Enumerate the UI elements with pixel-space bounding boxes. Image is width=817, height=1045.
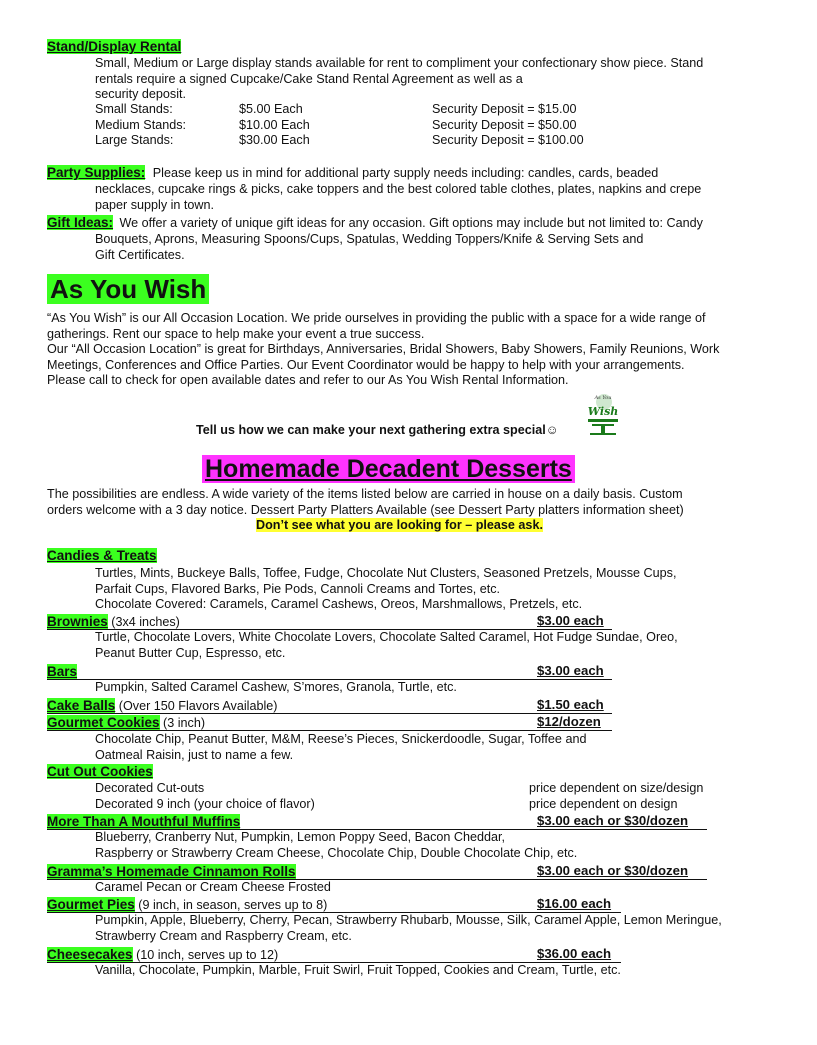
pies-body bbox=[95, 913, 722, 944]
paragraph-line: Please call to check for open available dates and refer to our As You Wish Rental Information. bbox=[47, 373, 569, 387]
stand-price: $30.00 Each bbox=[239, 133, 310, 147]
muffins-title: More Than A Mouthful Muffins bbox=[47, 814, 241, 829]
cutout-name: Decorated Cut-outs bbox=[95, 781, 205, 795]
brownies-note: (3x4 inches) bbox=[107, 615, 180, 629]
bars-title: Bars bbox=[47, 664, 78, 679]
cinnamon-body bbox=[95, 880, 331, 896]
stand-name: Large Stands: bbox=[95, 133, 174, 147]
cookies-heading bbox=[47, 714, 612, 731]
as-you-wish-heading bbox=[47, 275, 209, 303]
cutout-price: price dependent on size/design bbox=[529, 781, 704, 795]
cake-balls-price: $1.50 each bbox=[537, 697, 604, 712]
candies-body bbox=[95, 566, 676, 613]
muffins-price: $3.00 each or $30/dozen bbox=[537, 813, 688, 828]
paragraph-line: Oatmeal Raisin, just to name a few. bbox=[95, 747, 294, 762]
party-supplies-body bbox=[95, 182, 701, 213]
paragraph-line: rentals require a signed Cupcake/Cake Stand Rental Agreement as well as a bbox=[95, 71, 523, 86]
paragraph-line: paper supply in town. bbox=[95, 197, 215, 212]
paragraph-line: Meetings, Conferences and Office Parties. Our Event Coordinator would be happy to help with your arrangements. bbox=[47, 357, 685, 372]
paragraph-line: Gift Certificates. bbox=[95, 247, 185, 262]
paragraph-line: Peanut Butter Cup, Espresso, etc. bbox=[95, 645, 286, 660]
paragraph-line: Pumpkin, Apple, Blueberry, Cherry, Pecan, Strawberry Rhubarb, Mousse, Silk, Caramel Apple, Lemon Meringue, bbox=[95, 913, 722, 927]
pies-note: (9 inch, in season, serves up to 8) bbox=[134, 898, 328, 912]
stand-rental-heading bbox=[47, 39, 181, 55]
paragraph-line: Parfait Cups, Flavored Barks, Pie Pods, Cannoli Creams and Tortes, etc. bbox=[95, 581, 501, 596]
paragraph-line: Bouquets, Aprons, Measuring Spoons/Cups, Spatulas, Wedding Toppers/Knife & Serving Sets and bbox=[95, 232, 644, 246]
cookies-price: $12/dozen bbox=[537, 714, 601, 729]
brownies-body bbox=[95, 630, 678, 661]
pies-price: $16.00 each bbox=[537, 896, 612, 911]
stand-deposit: Security Deposit = $15.00 bbox=[432, 102, 577, 116]
paragraph-line: gatherings. Rent our space to help make your event a true success. bbox=[47, 326, 425, 341]
paragraph-line: “As You Wish” is our All Occasion Location. We pride ourselves in providing the public with a space for a wide range of bbox=[47, 311, 706, 325]
cutout-title: Cut Out Cookies bbox=[47, 764, 153, 779]
brownies-heading bbox=[47, 613, 612, 630]
brownies-title: Brownies bbox=[47, 614, 108, 629]
cake-balls-note: (Over 150 Flavors Available) bbox=[115, 699, 278, 713]
paragraph-line: necklaces, cupcake rings & picks, cake toppers and the best colored table clothes, plates, napkins and crepe bbox=[95, 182, 702, 196]
stand-rental-title: Stand/Display Rental bbox=[47, 39, 182, 54]
cake-balls-heading bbox=[47, 697, 612, 714]
gift-ideas-title: Gift Ideas: bbox=[47, 215, 114, 230]
gift-ideas-first-line bbox=[47, 215, 703, 232]
desserts-intro bbox=[47, 487, 684, 518]
stand-deposit: Security Deposit = $50.00 bbox=[432, 117, 577, 132]
cookies-title: Gourmet Cookies bbox=[47, 715, 160, 730]
cinnamon-heading bbox=[47, 863, 707, 880]
paragraph-line: Raspberry or Strawberry Cream Cheese, Chocolate Chip, Double Chocolate Chip, etc. bbox=[95, 845, 578, 860]
cheesecakes-price: $36.00 each bbox=[537, 946, 612, 961]
party-supplies-first-line bbox=[47, 165, 658, 182]
stand-price: $10.00 Each bbox=[239, 117, 310, 132]
paragraph-line: Our “All Occasion Location” is great for Birthdays, Anniversaries, Bridal Showers, Baby Showers, Family Reunions, Work bbox=[47, 342, 720, 356]
paragraph-line: security deposit. bbox=[95, 87, 186, 101]
paragraph-line: orders welcome with a 3 day notice. Dessert Party Platters Available (see Dessert Party platters information sheet) bbox=[47, 502, 684, 517]
cheesecakes-note: (10 inch, serves up to 12) bbox=[132, 948, 279, 962]
cutout-table bbox=[95, 781, 735, 812]
ask-text: Don’t see what you are looking for – please ask. bbox=[256, 518, 543, 532]
stand-name: Small Stands: bbox=[95, 102, 173, 116]
ask-note bbox=[256, 518, 543, 534]
paragraph-line: Pumpkin, Salted Caramel Cashew, S’mores, Granola, Turtle, etc. bbox=[95, 680, 457, 694]
desserts-heading bbox=[202, 455, 575, 483]
paragraph-line: Turtles, Mints, Buckeye Balls, Toffee, Fudge, Chocolate Nut Clusters, Seasoned Pretzels, Mousse Cups, bbox=[95, 566, 677, 580]
muffins-body bbox=[95, 830, 577, 861]
paragraph-line: Blueberry, Cranberry Nut, Pumpkin, Lemon Poppy Seed, Bacon Cheddar, bbox=[95, 830, 505, 844]
as-you-wish-logo bbox=[584, 390, 622, 438]
paragraph-line: Chocolate Chip, Peanut Butter, M&M, Reese’s Pieces, Snickerdoodle, Sugar, Toffee and bbox=[95, 732, 587, 746]
as-you-wish-body bbox=[47, 311, 719, 389]
cutout-heading bbox=[47, 764, 153, 780]
logo-small-text: As You bbox=[594, 395, 612, 401]
bars-body bbox=[95, 680, 457, 696]
stand-price: $5.00 Each bbox=[239, 102, 303, 116]
stand-deposit: Security Deposit = $100.00 bbox=[432, 133, 584, 147]
desserts-title: Homemade Decadent Desserts bbox=[202, 455, 575, 483]
bars-heading bbox=[47, 663, 612, 680]
paragraph-line: Caramel Pecan or Cream Cheese Frosted bbox=[95, 880, 331, 894]
table-row bbox=[95, 797, 735, 813]
stand-rental-desc bbox=[95, 56, 703, 103]
paragraph-line: Chocolate Covered: Caramels, Caramel Cashews, Oreos, Marshmallows, Pretzels, etc. bbox=[95, 597, 583, 611]
party-supplies-title: Party Supplies: bbox=[47, 165, 146, 180]
paragraph-line: Please keep us in mind for additional party supply needs including: candles, cards, beaded bbox=[152, 166, 659, 180]
cheesecakes-title: Cheesecakes bbox=[47, 947, 133, 962]
paragraph-line: The possibilities are endless. A wide variety of the items listed below are carried in house on a daily basis. Custom bbox=[47, 487, 683, 501]
cutout-name: Decorated 9 inch (your choice of flavor) bbox=[95, 796, 315, 811]
pies-title: Gourmet Pies bbox=[47, 897, 135, 912]
stand-name: Medium Stands: bbox=[95, 117, 186, 132]
paragraph-line: We offer a variety of unique gift ideas for any occasion. Gift options may include but not limited to: Candy bbox=[119, 216, 703, 230]
muffins-heading bbox=[47, 813, 707, 830]
pies-heading bbox=[47, 896, 621, 913]
logo-text: Wish bbox=[587, 405, 619, 418]
cheesecakes-body bbox=[95, 963, 621, 979]
cake-balls-title: Cake Balls bbox=[47, 698, 116, 713]
bars-price: $3.00 each bbox=[537, 663, 604, 678]
gift-ideas-body bbox=[95, 232, 643, 263]
paragraph-line: Vanilla, Chocolate, Pumpkin, Marble, Fruit Swirl, Fruit Topped, Cookies and Cream, Turtle, etc. bbox=[95, 963, 621, 977]
brownies-price: $3.00 each bbox=[537, 613, 604, 628]
cheesecakes-heading bbox=[47, 946, 621, 963]
paragraph-line: Strawberry Cream and Raspberry Cream, etc. bbox=[95, 928, 352, 943]
cookies-note: (3 inch) bbox=[159, 716, 206, 730]
candies-title: Candies & Treats bbox=[47, 548, 157, 563]
cutout-price: price dependent on design bbox=[529, 796, 678, 811]
cinnamon-price: $3.00 each or $30/dozen bbox=[537, 863, 688, 878]
table-row bbox=[95, 781, 735, 797]
paragraph-line: Small, Medium or Large display stands available for rent to compliment your confectionary show piece. Stand bbox=[95, 56, 704, 70]
candies-heading bbox=[47, 548, 157, 564]
cookies-body bbox=[95, 732, 586, 763]
as-you-wish-title: As You Wish bbox=[47, 274, 209, 304]
cinnamon-title: Gramma’s Homemade Cinnamon Rolls bbox=[47, 864, 296, 879]
paragraph-line: Turtle, Chocolate Lovers, White Chocolate Lovers, Chocolate Salted Caramel, Hot Fudge Sundae, Oreo, bbox=[95, 630, 678, 644]
tagline: Tell us how we can make your next gathering extra special☺ bbox=[196, 423, 559, 437]
